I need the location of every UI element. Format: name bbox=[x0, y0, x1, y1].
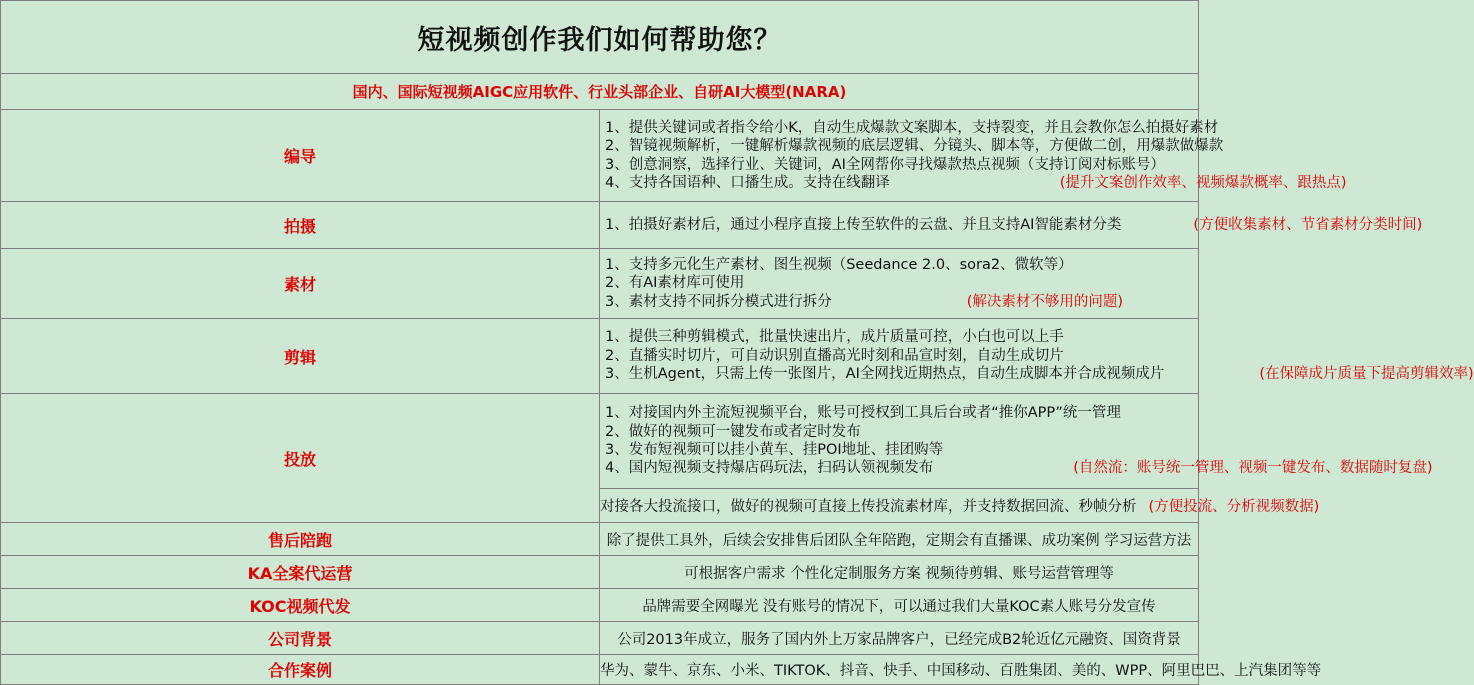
content-text: 对接各大投流接口，做好的视频可直接上传投流素材库，并支持数据回流、秒帧分析 bbox=[600, 499, 1137, 515]
row-bianDao bbox=[1, 110, 1199, 202]
row-paishe bbox=[1, 202, 1199, 249]
category-label: 售后陪跑 bbox=[1, 523, 600, 556]
content-line bbox=[605, 459, 1433, 477]
category-label: KOC视频代发 bbox=[1, 589, 600, 622]
content-text: 1、拍摄好素材后，通过小程序直接上传至软件的云盘、并且支持AI智能素材分类 bbox=[605, 216, 1122, 233]
row-content bbox=[600, 202, 1423, 249]
content-line: 1、支持多元化生产素材、图生视频（Seedance 2.0、sora2、微软等） bbox=[605, 256, 1073, 273]
category-label: 拍摄 bbox=[1, 202, 600, 249]
row-content bbox=[600, 249, 1199, 319]
category-label: 合作案例 bbox=[1, 655, 600, 685]
row-jianji bbox=[1, 319, 1199, 394]
row-content bbox=[600, 319, 1474, 394]
row-toufang bbox=[1, 394, 1199, 489]
row-content bbox=[600, 489, 1320, 523]
benefit-note: (自然流：账号统一管理、视频一键发布、数据随时复盘) bbox=[1073, 460, 1433, 477]
row-koc bbox=[1, 589, 1199, 622]
row-content bbox=[600, 110, 1347, 202]
row-sucai bbox=[1, 249, 1199, 319]
row-text: 公司2013年成立，服务了国内外上万家品牌客户，已经完成B2轮近亿元融资、国资背景 bbox=[600, 622, 1199, 655]
row-shouhou bbox=[1, 523, 1199, 556]
row-company bbox=[1, 622, 1199, 655]
subtitle: 国内、国际短视频AIGC应用软件、行业头部企业、自研AI大模型(NARA) bbox=[1, 74, 1199, 110]
benefit-note: (方便收集素材、节省素材分类时间) bbox=[1193, 216, 1423, 233]
content-line bbox=[605, 174, 1347, 192]
content-line: 1、提供三种剪辑模式，批量快速出片，成片质量可控，小白也可以上手 bbox=[605, 329, 1064, 346]
category-label: KA全案代运营 bbox=[1, 556, 600, 589]
content-line bbox=[605, 293, 1198, 311]
category-label: 剪辑 bbox=[1, 319, 600, 394]
content-line: 1、对接国内外主流短视频平台，账号可授权到工具后台或者“推你APP”统一管理 bbox=[605, 405, 1121, 422]
content-text: 3、生机Agent，只需上传一张图片，AI全网找近期热点，自动生成脚本并合成视频成片 bbox=[605, 366, 1165, 383]
content-line: 1、提供关键词或者指令给小K，自动生成爆款文案脚本，支持裂变，并且会教你怎么拍摄好素材 bbox=[605, 119, 1219, 136]
content-line: 2、有AI素材库可使用 bbox=[605, 275, 745, 292]
content-line: 2、做好的视频可一键发布或者定时发布 bbox=[605, 423, 861, 440]
row-text: 华为、蒙牛、京东、小米、TIKTOK、抖音、快手、中国移动、百胜集团、美的、WPP、阿里巴巴、上汽集团等等 bbox=[600, 655, 1199, 685]
content-line bbox=[605, 365, 1474, 383]
page-title: 短视频创作我们如何帮助您？ bbox=[1, 1, 1199, 74]
content-line: 3、发布短视频可以挂小黄车、挂POI地址、挂团购等 bbox=[605, 442, 944, 458]
row-text: 品牌需要全网曝光 没有账号的情况下，可以通过我们大量KOC素人账号分发宣传 bbox=[600, 589, 1199, 622]
content-line bbox=[605, 216, 1423, 234]
benefit-note: (在保障成片质量下提高剪辑效率) bbox=[1259, 366, 1474, 383]
content-line: 2、直播实时切片，可自动识别直播高光时刻和品宣时刻，自动生成切片 bbox=[605, 347, 1064, 364]
row-text: 可根据客户需求 个性化定制服务方案 视频待剪辑、账号运营管理等 bbox=[600, 556, 1199, 589]
benefit-note: (提升文案创作效率、视频爆款概率、跟热点) bbox=[1059, 174, 1347, 191]
category-label: 公司背景 bbox=[1, 622, 600, 655]
category-label: 素材 bbox=[1, 249, 600, 319]
benefit-note: (解决素材不够用的问题) bbox=[966, 293, 1124, 310]
content-text: 3、素材支持不同拆分模式进行拆分 bbox=[605, 293, 832, 310]
row-cases bbox=[1, 655, 1199, 685]
category-label: 投放 bbox=[1, 394, 600, 523]
content-text: 4、国内短视频支持爆店码玩法，扫码认领视频发布 bbox=[605, 460, 934, 477]
content-text: 4、支持各国语种、口播生成。支持在线翻译 bbox=[605, 174, 890, 191]
category-label: 编导 bbox=[1, 110, 600, 202]
row-content bbox=[600, 394, 1433, 489]
content-line: 3、创意洞察，选择行业、关键词，AI全网帮你寻找爆款热点视频（支持订阅对标账号） bbox=[605, 156, 1165, 173]
content-line: 2、智镜视频解析，一键解析爆款视频的底层逻辑、分镜头、脚本等，方便做二创，用爆款做爆款 bbox=[605, 138, 1224, 155]
row-text: 除了提供工具外，后续会安排售后团队全年陪跑，定期会有直播课、成功案例 学习运营方法 bbox=[600, 523, 1199, 556]
benefit-note: (方便投流、分析视频数据) bbox=[1148, 499, 1320, 515]
row-ka bbox=[1, 556, 1199, 589]
